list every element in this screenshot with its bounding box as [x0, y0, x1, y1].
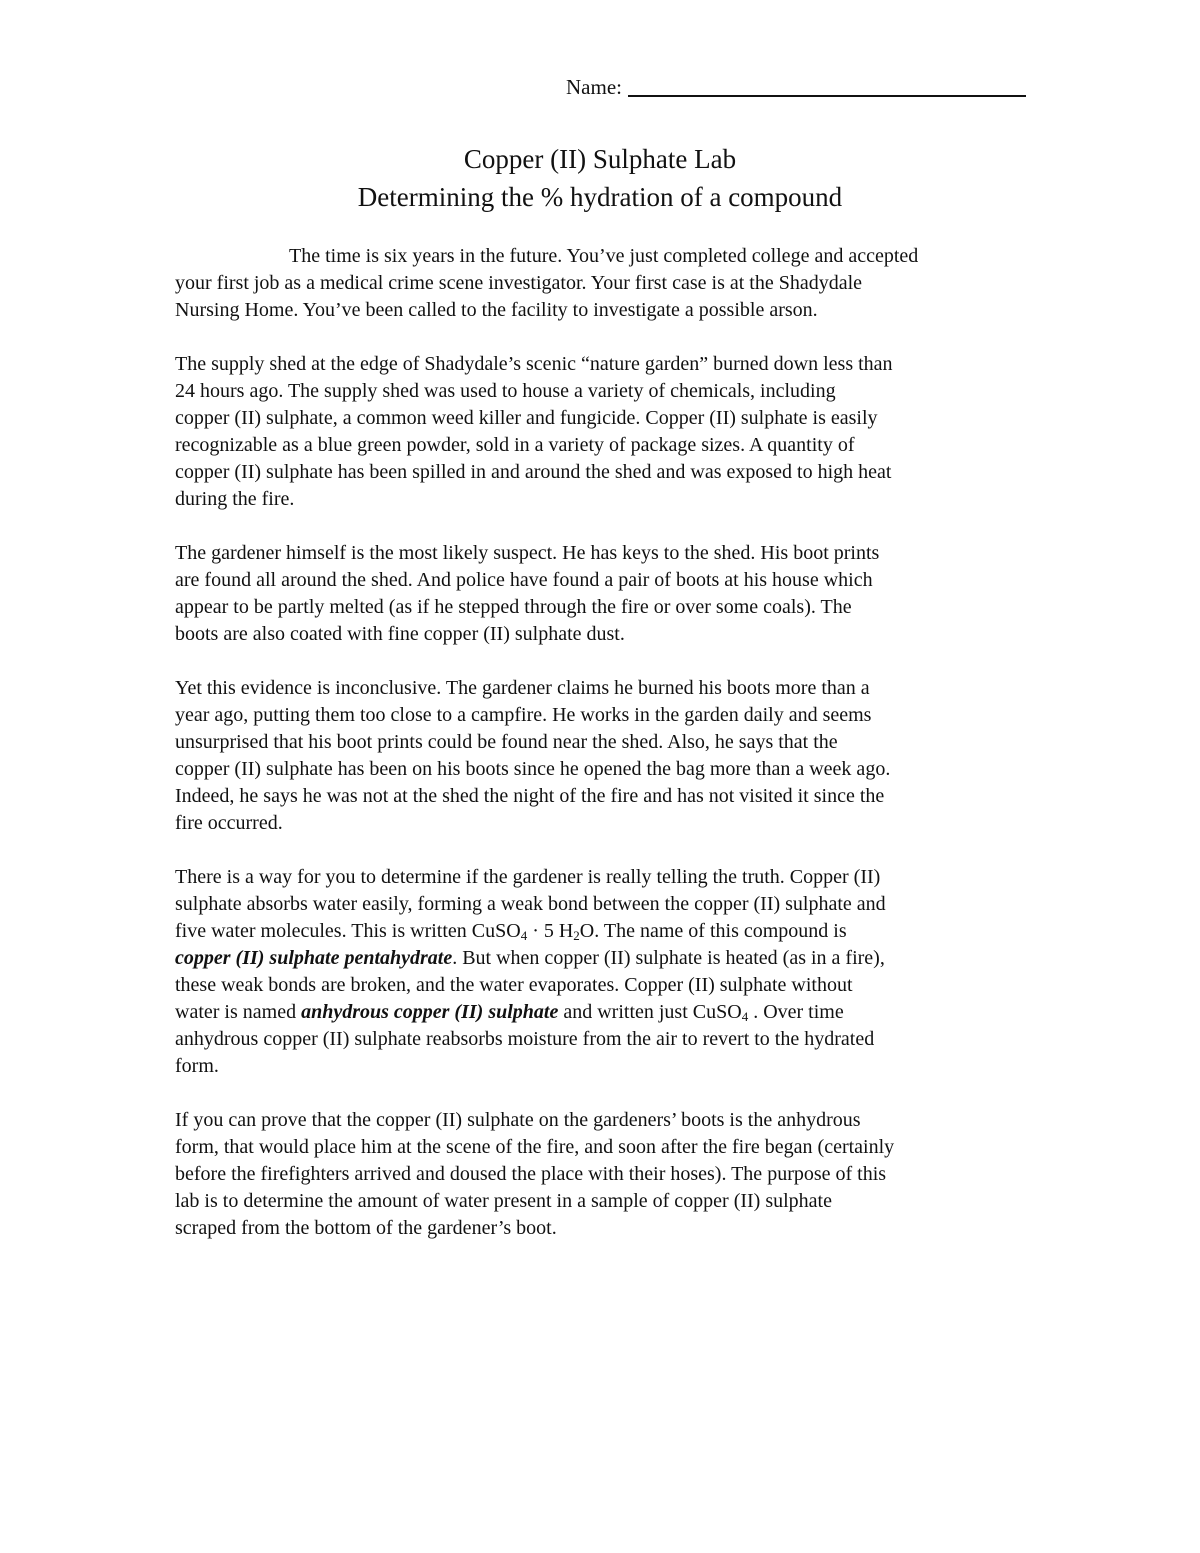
text-line	[175, 999, 1035, 1026]
text-line: form, that would place him at the scene of the fire, and soon after the fire began (certainly	[175, 1136, 895, 1158]
paragraph-inconclusive	[175, 675, 1035, 837]
text-line: are found all around the shed. And police have found a pair of boots at his house which	[175, 569, 873, 591]
text-line: There is a way for you to determine if the gardener is really telling the truth. Copper (II)	[175, 866, 881, 888]
text-line: scraped from the bottom of the gardener’s boot.	[175, 1217, 557, 1239]
formula-subscript: 2	[573, 928, 580, 943]
text-line	[175, 945, 1035, 972]
document-title	[200, 140, 1000, 216]
body-text	[175, 243, 1035, 1269]
formula-text: CuSO	[471, 920, 521, 942]
paragraph-intro	[175, 243, 1035, 324]
formula-text: · 5 H	[527, 920, 574, 942]
text-line: before the firefighters arrived and doused the place with their hoses). The purpose of this	[175, 1163, 887, 1185]
title-line-2: Determining the % hydration of a compound	[357, 182, 843, 212]
text-line	[175, 918, 1035, 945]
text-line: 24 hours ago. The supply shed was used to house a variety of chemicals, including	[175, 380, 836, 402]
text-line: The gardener himself is the most likely suspect. He has keys to the shed. His boot prints	[175, 542, 880, 564]
text-line: recognizable as a blue green powder, sold in a variety of package sizes. A quantity of	[175, 434, 855, 456]
text-run: five water molecules. This is written	[175, 920, 472, 942]
text-line: form.	[175, 1055, 219, 1077]
text-run: and written just CuSO	[558, 1001, 742, 1023]
formula-subscript: 4	[741, 1009, 749, 1024]
text-line: these weak bonds are broken, and the water evaporates. Copper (II) sulphate without	[175, 974, 853, 996]
emphasized-term: copper (II) sulphate pentahydrate	[175, 947, 453, 969]
formula-text: O	[579, 920, 595, 942]
text-line: your first job as a medical crime scene investigator. Your first case is at the Shadydale	[175, 272, 863, 294]
text-line: fire occurred.	[175, 812, 283, 834]
text-line: unsurprised that his boot prints could be found near the shed. Also, he says that the	[175, 731, 838, 753]
paragraph-purpose	[175, 1107, 1035, 1242]
text-run: . The name of this compound is	[594, 920, 847, 942]
text-line: The time is six years in the future. You’ve just completed college and accepted	[289, 245, 919, 267]
text-line: Nursing Home. You’ve been called to the facility to investigate a possible arson.	[175, 299, 818, 321]
text-line: copper (II) sulphate has been spilled in and around the shed and was exposed to high heat	[175, 461, 892, 483]
text-line: boots are also coated with fine copper (II) sulphate dust.	[175, 623, 625, 645]
text-line: Indeed, he says he was not at the shed the night of the fire and has not visited it since the	[175, 785, 885, 807]
name-label: Name:	[566, 75, 622, 99]
text-line: Yet this evidence is inconclusive. The gardener claims he burned his boots more than a	[175, 677, 870, 699]
paragraph-hydration	[175, 864, 1035, 1080]
text-run: . Over time	[748, 1001, 844, 1023]
text-line: lab is to determine the amount of water present in a sample of copper (II) sulphate	[175, 1190, 832, 1212]
emphasized-term: anhydrous copper (II) sulphate	[301, 1001, 559, 1023]
title-line-1: Copper (II) Sulphate Lab	[463, 144, 737, 174]
name-blank-line	[628, 95, 1026, 97]
text-line: during the fire.	[175, 488, 295, 510]
text-line: year ago, putting them too close to a campfire. He works in the garden daily and seems	[175, 704, 872, 726]
text-line: The supply shed at the edge of Shadydale’s scenic “nature garden” burned down less than	[175, 353, 893, 375]
name-field	[566, 72, 1028, 102]
text-line: appear to be partly melted (as if he stepped through the fire or over some coals). The	[175, 596, 852, 618]
text-run: . But when copper (II) sulphate is heated (as in a fire),	[452, 947, 885, 969]
paragraph-supply-shed	[175, 351, 1035, 513]
text-line: copper (II) sulphate has been on his boots since he opened the bag more than a week ago.	[175, 758, 891, 780]
formula-subscript: 4	[520, 928, 528, 943]
text-line: anhydrous copper (II) sulphate reabsorbs moisture from the air to revert to the hydrated	[175, 1028, 875, 1050]
text-run: water is named	[175, 1001, 302, 1023]
paragraph-suspect	[175, 540, 1035, 648]
text-line: sulphate absorbs water easily, forming a weak bond between the copper (II) sulphate and	[175, 893, 886, 915]
text-line: copper (II) sulphate, a common weed killer and fungicide. Copper (II) sulphate is easily	[175, 407, 878, 429]
text-line: If you can prove that the copper (II) sulphate on the gardeners’ boots is the anhydrous	[175, 1109, 861, 1131]
